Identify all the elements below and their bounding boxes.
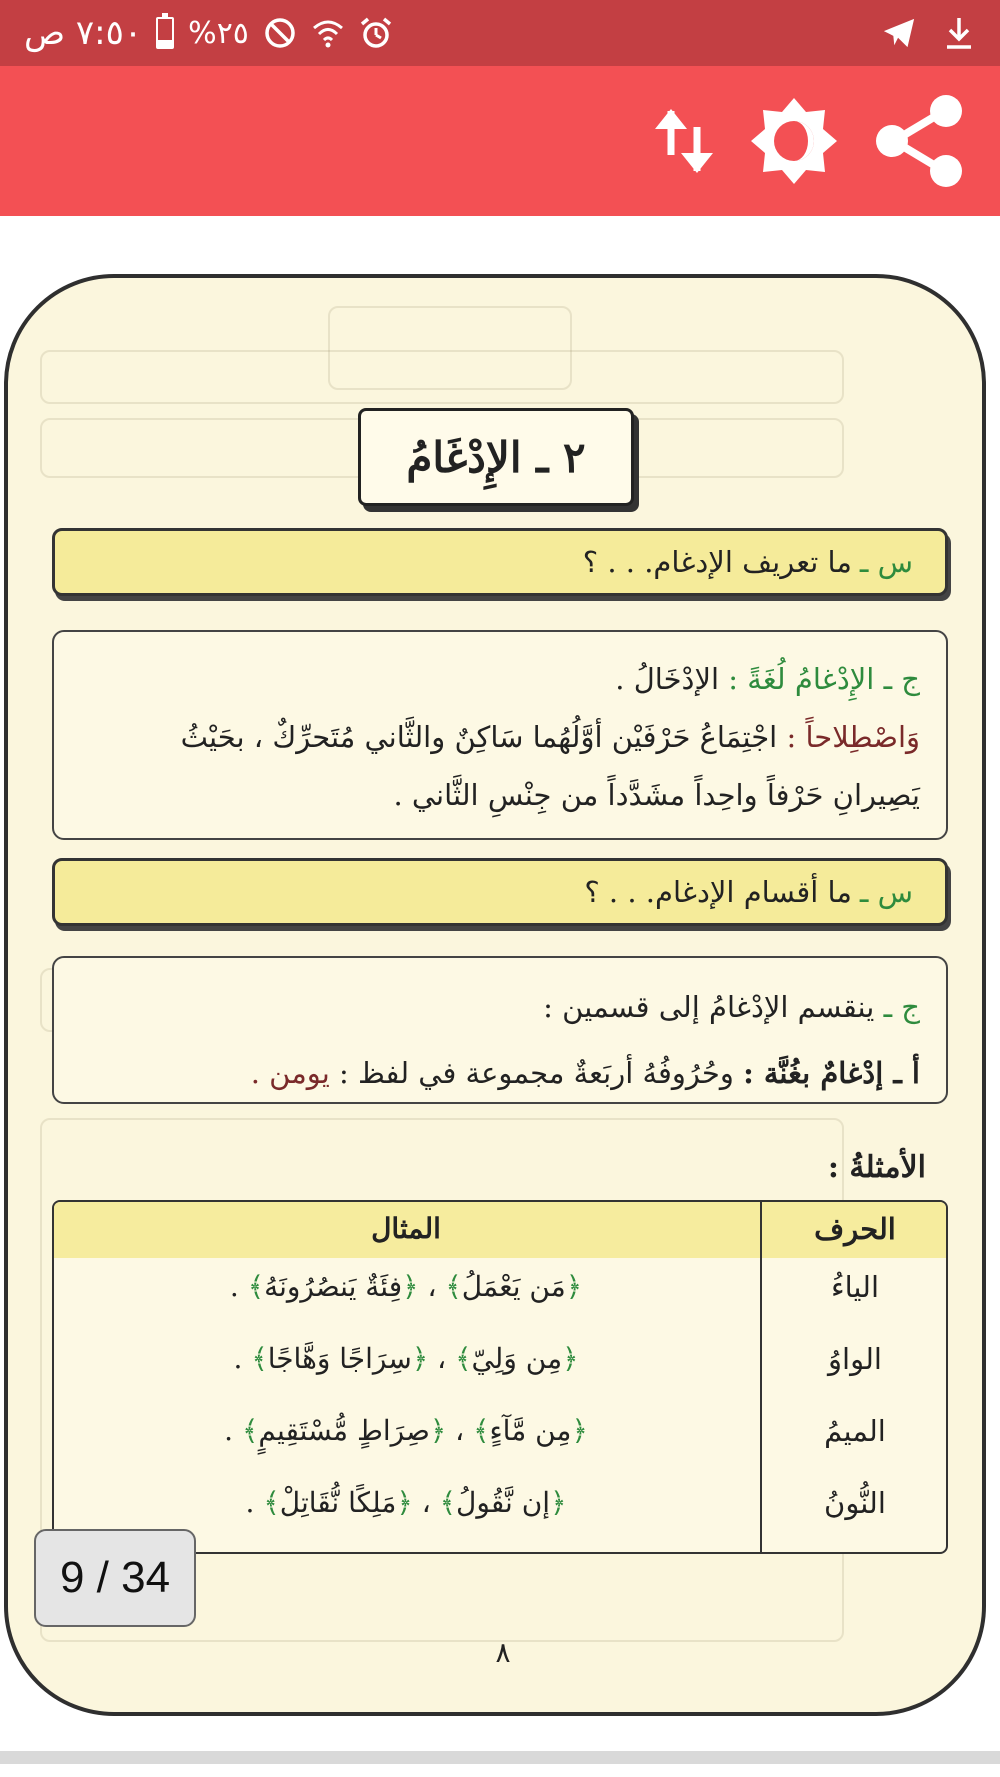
ornament-icon: ﴾ — [445, 1270, 462, 1303]
ornament-icon: ﴿ — [402, 1270, 419, 1303]
ornament-icon: ﴾ — [473, 1414, 490, 1447]
battery-icon — [156, 17, 174, 49]
table-row-letter: الميمُ — [824, 1414, 886, 1448]
status-bar — [0, 0, 1000, 66]
swap-vertical-icon — [649, 103, 719, 179]
brightness-button[interactable] — [746, 93, 842, 189]
ornament-icon: ﴿ — [396, 1486, 413, 1519]
ornament-icon: ﴿ — [429, 1414, 447, 1447]
question-text: ما تعريف الإدغام. . . ؟ — [582, 545, 852, 579]
example-2: سِرَاجًا وَهَّاجًا — [267, 1342, 412, 1375]
header-example: المثال — [371, 1212, 441, 1245]
share-icon — [872, 93, 968, 189]
header-letter: الحرف — [814, 1212, 896, 1246]
app-toolbar — [0, 66, 1000, 216]
table-row-example — [54, 1414, 758, 1447]
example-1: مَن يَعْمَلُ — [461, 1270, 566, 1303]
answer-prefix: ج ـ — [883, 662, 920, 696]
answer-term: وَاصْطِلاحاً : — [786, 720, 920, 754]
answer-line — [80, 650, 920, 708]
ornament-icon: ﴿ — [562, 1342, 579, 1375]
book-page — [4, 274, 986, 1716]
ornament-icon: ﴾ — [263, 1486, 280, 1519]
separator-icon: ، — [418, 1270, 446, 1303]
ornament-icon: ﴿ — [550, 1486, 567, 1519]
period-icon: . — [233, 1342, 252, 1375]
answer-line — [80, 708, 920, 766]
question-prefix: س ـ — [859, 545, 913, 579]
alarm-icon — [359, 16, 393, 50]
answer-highlight-word: يومن . — [250, 1056, 330, 1090]
ornament-icon: ﴾ — [455, 1342, 472, 1375]
answer-term: الإِدْغامُ لُغَةً : — [728, 662, 875, 696]
example-2: مَلِكًا نُّقَاتِلْ — [279, 1486, 397, 1519]
answer-line — [80, 976, 920, 1038]
ornament-icon: ﴾ — [251, 1342, 268, 1375]
question-bar-1 — [52, 528, 948, 596]
status-left — [24, 12, 393, 54]
wifi-icon — [311, 16, 345, 50]
table-row-letter: النُّونُ — [824, 1486, 886, 1520]
answer-term: أ ـ إدْغامٌ بغُنَّة : — [743, 1056, 920, 1090]
page-number: ٨ — [495, 1636, 511, 1669]
download-icon — [942, 16, 976, 50]
question-text: ما أقسام الإدغام. . . ؟ — [584, 875, 852, 909]
table-header — [54, 1202, 946, 1258]
separator-icon: ، — [412, 1486, 440, 1519]
separator-icon: ، — [446, 1414, 474, 1447]
answer-line — [80, 1042, 920, 1104]
table-row-letter: الياءُ — [830, 1270, 880, 1304]
telegram-icon — [882, 16, 916, 50]
example-1: إن نَّقُولُ — [456, 1486, 551, 1519]
table-row-example — [54, 1342, 758, 1375]
period-icon: . — [229, 1270, 248, 1303]
table-row-example — [54, 1270, 758, 1303]
answer-box-2 — [52, 956, 948, 1104]
bottom-scroll-edge — [0, 1751, 1000, 1764]
status-right — [882, 12, 976, 54]
clock: ٧:٥٠ ص — [24, 13, 143, 53]
brightness-icon — [749, 96, 839, 186]
table-row-example — [54, 1486, 758, 1519]
do-not-disturb-icon — [263, 16, 297, 50]
column-divider — [760, 1202, 762, 1552]
question-prefix: س ـ — [859, 875, 913, 909]
ornament-icon: ﴾ — [241, 1414, 259, 1447]
example-1: مِن وَلِيّ — [471, 1342, 563, 1375]
pdf-page-viewer[interactable] — [0, 216, 1000, 1764]
period-icon: . — [245, 1486, 264, 1519]
examples-table — [52, 1200, 948, 1554]
answer-text: الإدْخَالُ . — [615, 662, 720, 696]
ornament-icon: ﴿ — [565, 1270, 583, 1303]
example-1: مِن مَّآءٍ — [489, 1414, 572, 1447]
share-button[interactable] — [872, 93, 968, 189]
ornament-icon: ﴾ — [439, 1486, 457, 1519]
separator-icon: ، — [428, 1342, 456, 1375]
examples-label: الأمثلةُ : — [827, 1150, 926, 1185]
question-bar-2 — [52, 858, 948, 926]
period-icon: . — [224, 1414, 242, 1447]
answer-prefix: ج ـ — [883, 990, 920, 1024]
answer-line: يَصِيرانِ حَرْفاً واحِداً مشَدَّداً من جِنْسِ الثَّاني . — [393, 778, 920, 812]
table-row-letter: الواوُ — [828, 1342, 882, 1376]
answer-box-1 — [52, 630, 948, 840]
page-indicator[interactable]: 9 / 34 — [34, 1529, 196, 1627]
example-2: فِئَةٌ يَنصُرُونَهُ — [264, 1270, 403, 1303]
answer-text: ينقسم الإدْغامُ إلى قسمين : — [543, 990, 875, 1024]
swap-vertical-button[interactable] — [636, 93, 732, 189]
ornament-icon: ﴿ — [411, 1342, 429, 1375]
lesson-title: ٢ ـ الإِدْغَامُ — [358, 408, 634, 506]
bleed-through-box — [40, 350, 844, 404]
answer-text: اجْتِمَاعُ حَرْفَيْن أوَّلُهُما سَاكِنٌ والثَّاني مُتَحرِّكٌ ، بحَيْثُ — [180, 720, 778, 754]
answer-text: وحُرُوفُهُ أربَعةٌ مجموعة في لفظ : — [339, 1056, 734, 1090]
example-2: صِرَاطٍ مُّسْتَقِيمٍ — [258, 1414, 430, 1447]
ornament-icon: ﴿ — [571, 1414, 588, 1447]
ornament-icon: ﴾ — [247, 1270, 265, 1303]
battery-percent: %٢٥ — [188, 15, 249, 51]
